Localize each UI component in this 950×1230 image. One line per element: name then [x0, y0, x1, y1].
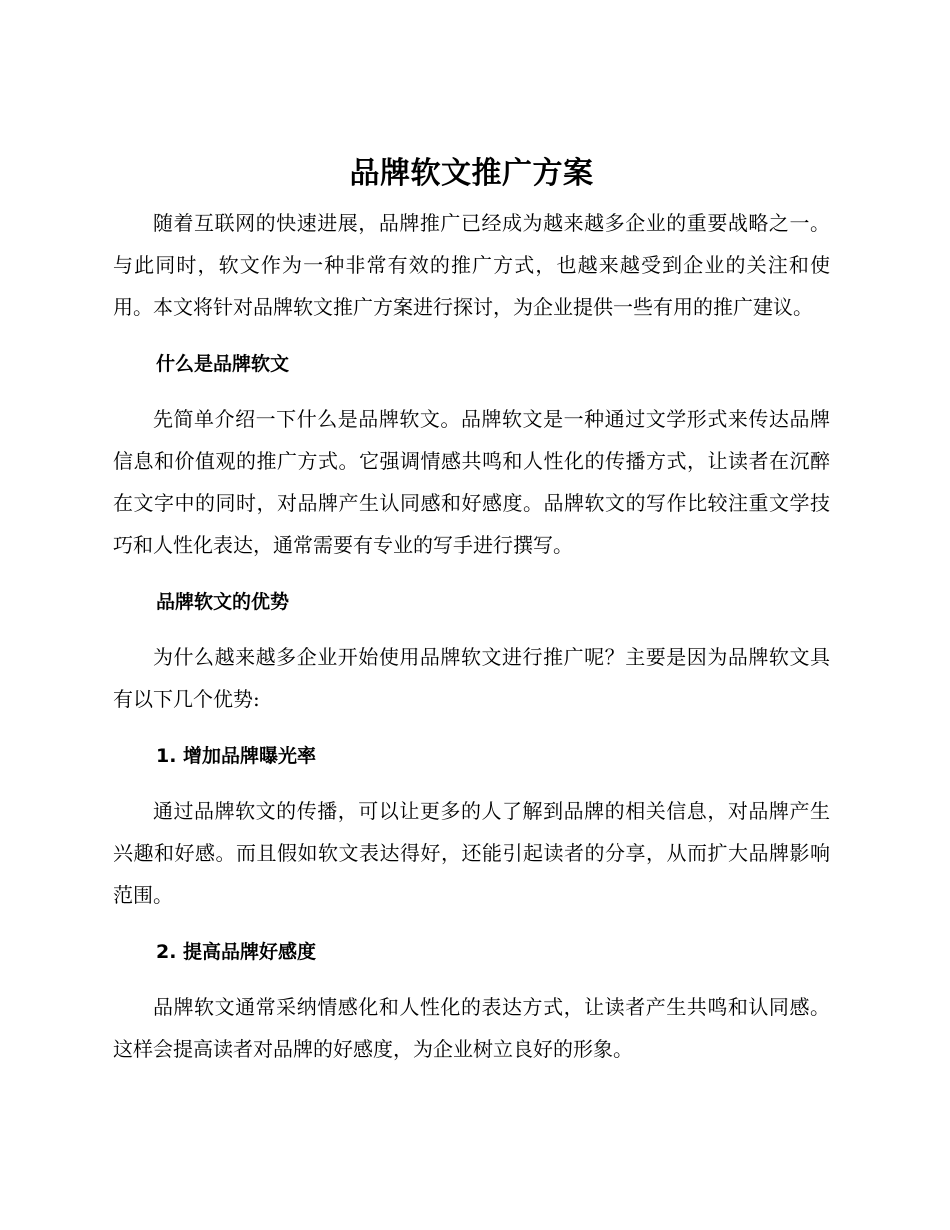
intro-paragraph: 随着互联网的快速进展，品牌推广已经成为越来越多企业的重要战略之一。与此同时，软文作为一种非常有效的推广方式，也越来越受到企业的关注和使用。本文将针对品牌软文推广方案进行探讨，为企业提供一些有用的推广建议。	[113, 211, 830, 319]
paragraph-favorability: 品牌软文通常采纳情感化和人性化的表达方式，让读者产生共鸣和认同感。这样会提高读者对品牌的好感度，为企业树立良好的形象。	[113, 995, 830, 1061]
document-title: 品牌软文推广方案	[349, 156, 594, 191]
paragraph-what-is: 先简单介绍一下什么是品牌软文。品牌软文是一种通过文学形式来传达品牌信息和价值观的推广方式。它强调情感共鸣和人性化的传播方式，让读者在沉醉在文字中的同时，对品牌产生认同感和好感度。品牌软文的写作比较注重文学技巧和人性化表达，通常需要有专业的写手进行撰写。	[113, 407, 830, 557]
paragraph-exposure: 通过品牌软文的传播，可以让更多的人了解到品牌的相关信息，对品牌产生兴趣和好感。而且假如软文表达得好，还能引起读者的分享，从而扩大品牌影响范围。	[113, 799, 830, 907]
section-heading-what-is: 什么是品牌软文	[156, 353, 290, 375]
section-heading-exposure: 1. 增加品牌曝光率	[156, 745, 317, 767]
section-heading-favorability: 2. 提高品牌好感度	[156, 941, 317, 963]
paragraph-advantages: 为什么越来越多企业开始使用品牌软文进行推广呢？主要是因为品牌软文具有以下几个优势:	[113, 645, 830, 711]
section-heading-advantages: 品牌软文的优势	[156, 591, 290, 613]
document-body	[113, 150, 830, 1070]
